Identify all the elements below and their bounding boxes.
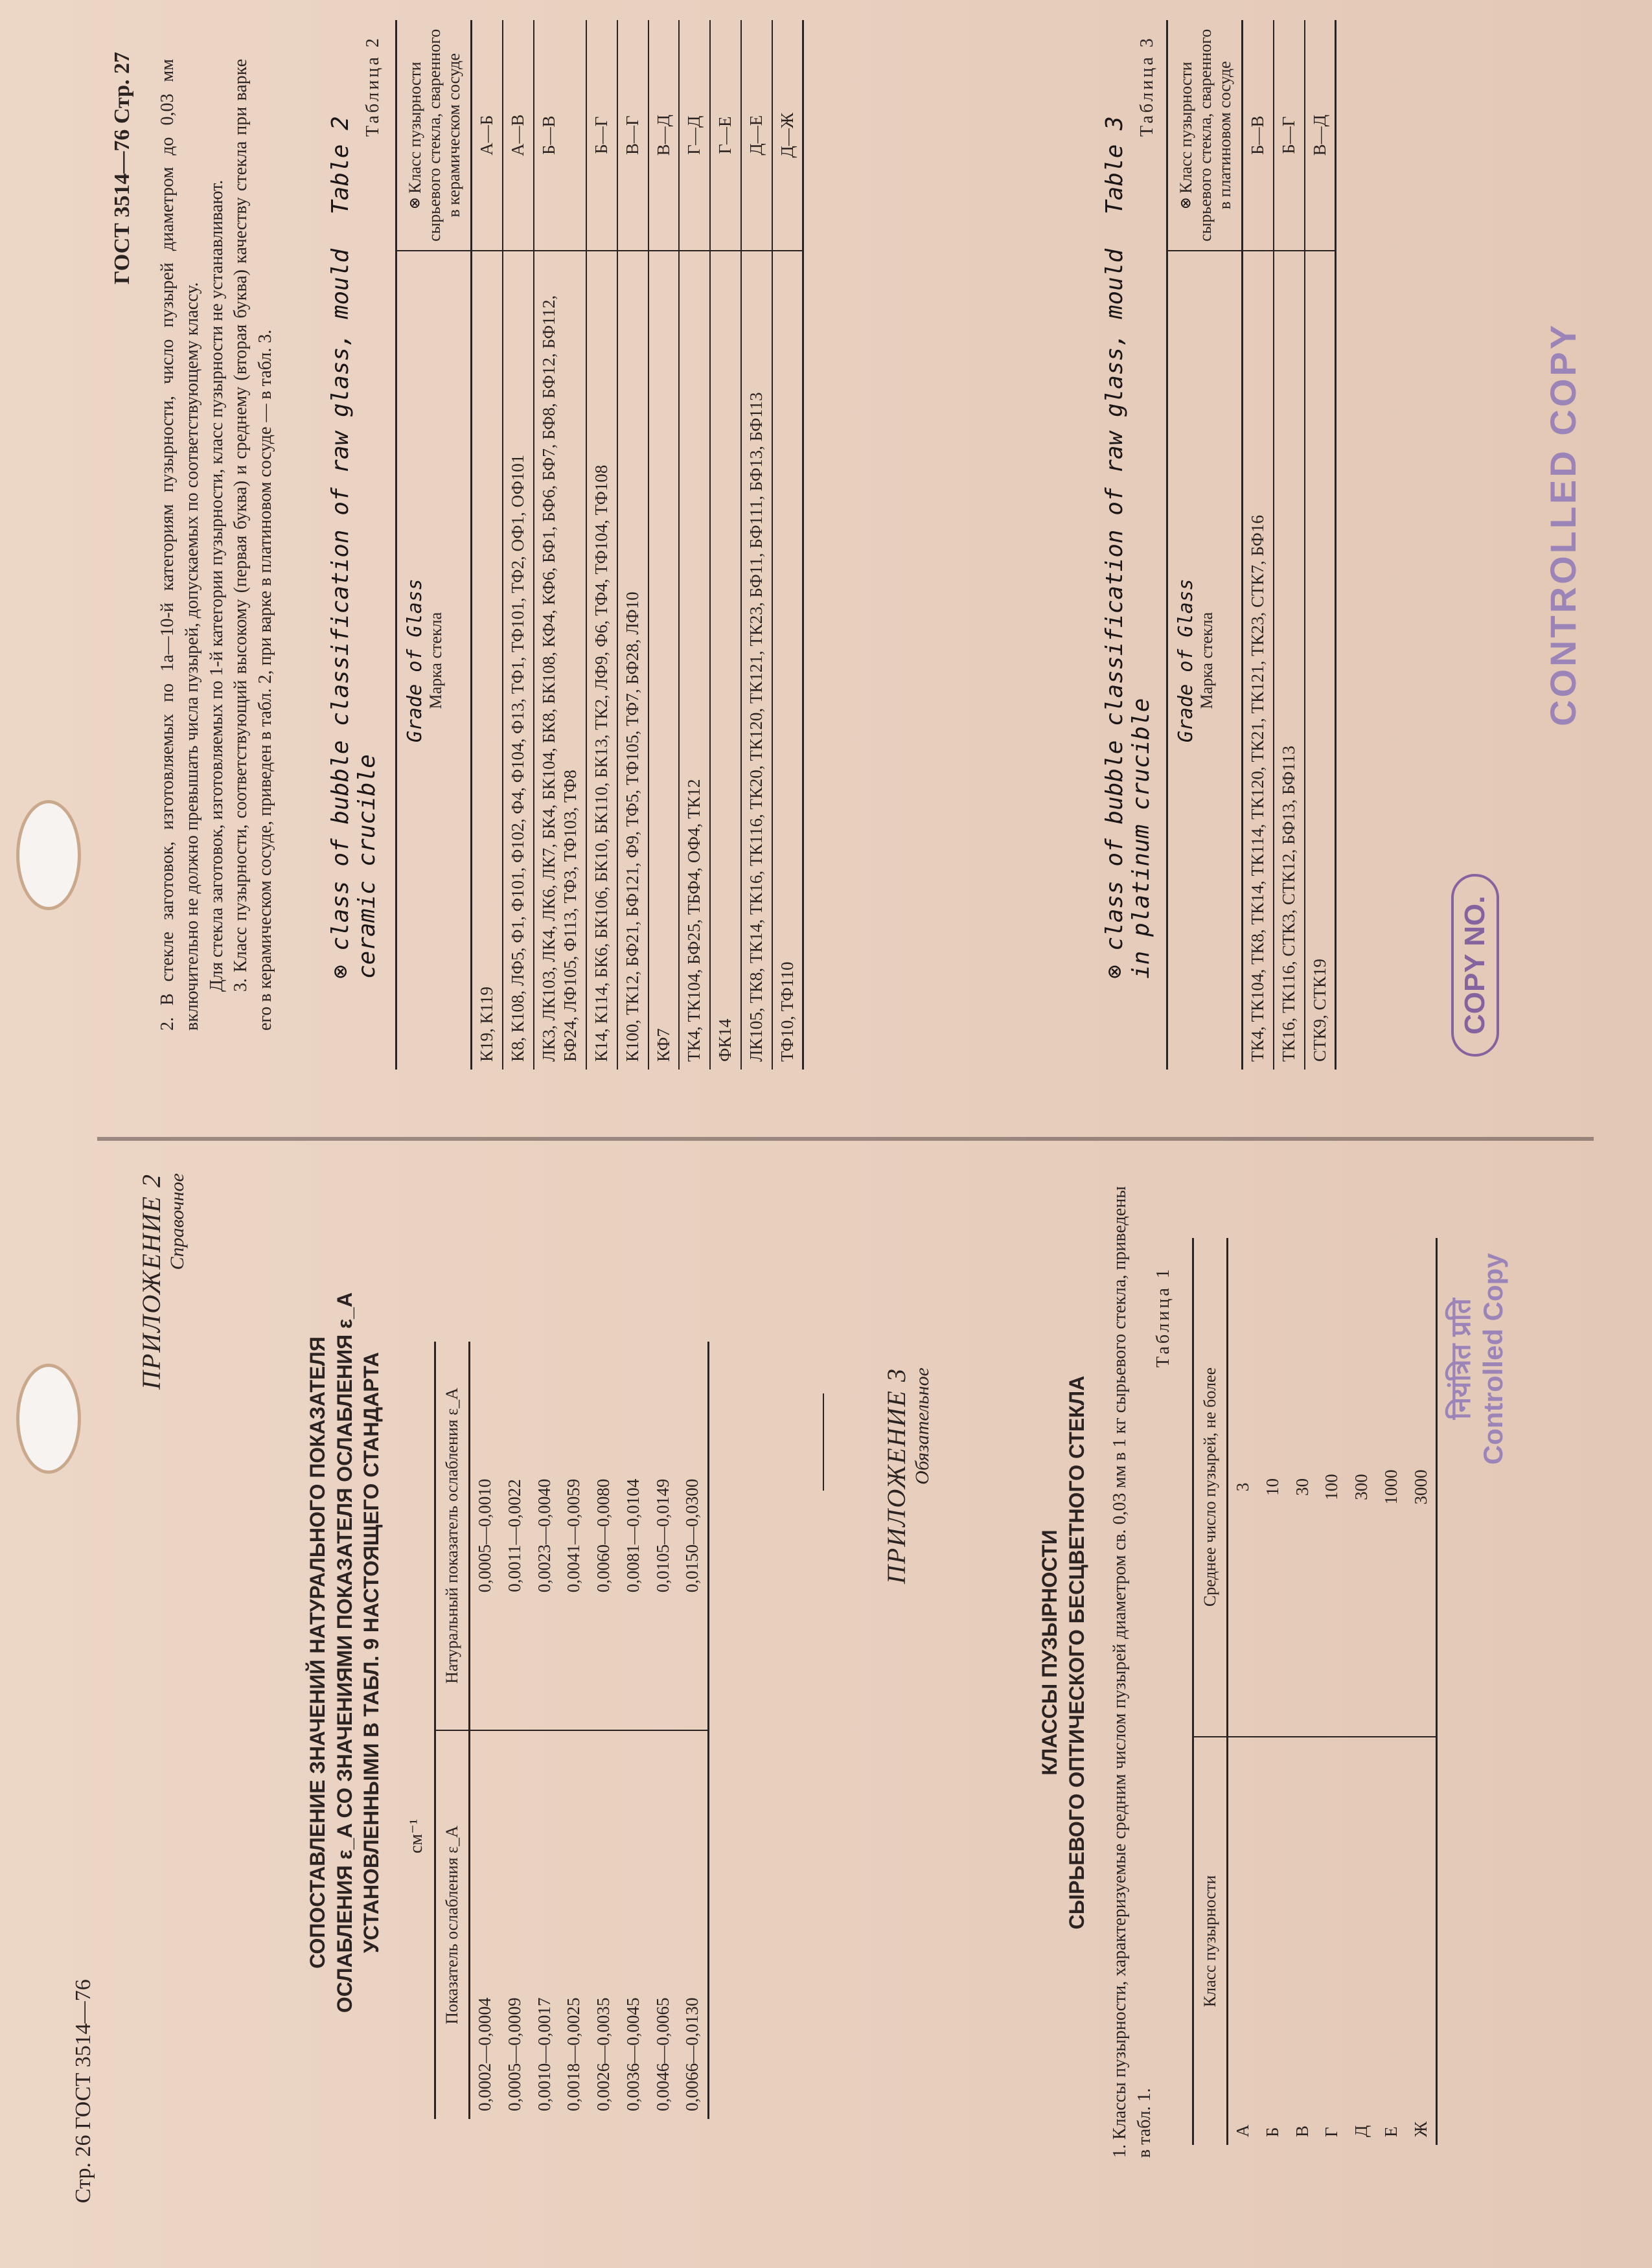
table-2-row (472, 20, 503, 1070)
table-2-cell-grade: К8, К108, ЛФ5, Ф1, Ф101, Ф102, Ф4, Ф104, Ф13, ТФ1, ТФ101, ТФ2, ОФ1, ОФ101 (503, 251, 534, 1070)
table-1-row (1228, 1238, 1258, 2145)
table-2-col-1-hand: Grade of Glass (404, 578, 426, 743)
table-1-row (1377, 1238, 1406, 2145)
table-1-row (1288, 1238, 1318, 2145)
comparison-table-cell-class: 0,0011—0,0022 (500, 1342, 530, 1730)
table-2-cell-grade: К19, К119 (472, 251, 503, 1070)
table-2-col-2-header (396, 20, 472, 251)
comparison-table-cell-class: 0,0105—0,0149 (648, 1342, 678, 1730)
table-3-col-2-header (1167, 20, 1243, 251)
table-2-cell-grade: К14, К114, БК6, БК106, БК10, БК110, БК13, ТК2, ЛФ9, Ф6, ТФ4, ТФ104, ТФ108 (586, 251, 617, 1070)
table-2-cell-grade: ЛК3, ЛК103, ЛК4, ЛК6, ЛК7, БК4, БК104, БК8, БК108, КФ4, КФ6, БФ1, БФ6, БФ7, БФ8, БФ12, БФ112, БФ24, ЛФ105, Ф113, ТФ3, ТФ103, ТФ8 (534, 251, 587, 1070)
page-27 (0, 0, 1652, 1128)
table-3-cell-class: Б—В (1243, 20, 1274, 251)
table-1-label: Таблица 1 (1153, 1266, 1173, 1368)
comparison-table-row (559, 1342, 589, 2119)
comparison-table-cell-grade: 0,0018—0,0025 (564, 1997, 584, 2111)
table-2-row (586, 20, 617, 1070)
page-26 (0, 1147, 1652, 2268)
table-3-cell-grade: ТК4, ТК104, ТК8, ТК14, ТК114, ТК120, ТК21, ТК121, ТК23, СТК7, БФ16 (1243, 251, 1274, 1070)
table-1-cell-class: 3000 (1406, 1238, 1437, 1737)
comparison-table-cell-grade: 0,0010—0,0017 (534, 1997, 554, 2111)
table-2-cell-class: В—Д (648, 20, 680, 251)
table-3-row (1305, 20, 1336, 1070)
table-2-row (534, 20, 587, 1070)
comparison-table-cell-class: 0,0023—0,0040 (530, 1342, 560, 1730)
table-2-cell-grade: ФК14 (710, 251, 741, 1070)
table-2-row (679, 20, 710, 1070)
table-1-row (1347, 1238, 1377, 2145)
stamp-line-1: नियंत्रित प्रति (1445, 1298, 1476, 1420)
page-fold (97, 1137, 1594, 1141)
table-1-cell-class: 1000 (1377, 1238, 1406, 1737)
table-2-label: Таблица 2 (363, 36, 383, 137)
table-2-row (648, 20, 680, 1070)
comparison-table-row (500, 1342, 530, 2119)
paragraph-1: 1. Классы пузырности, характеризуемые средним числом пузырей диаметром св. 0,03 мм в 1 кг сырьевого стекла, приведены в табл. 1. (1110, 1186, 1154, 2158)
table-1 (1192, 1238, 1438, 2145)
table-2-cell-class: А—В (503, 20, 534, 251)
table-2-row (503, 20, 534, 1070)
paragraphs-block (155, 59, 278, 1031)
comparison-table-row (470, 1342, 500, 2119)
handwritten-note-table-2: ⊗ class of bubble classification of raw glass, mould ceramic crucible (327, 248, 380, 979)
table-2-col-2-text: Класс пузырности сырьевого стекла, сваренного в керамическом сосуде (406, 29, 463, 242)
table-1-cell-grade: Б (1262, 2127, 1282, 2137)
table-2-cell-grade: ТК4, ТК104, БФ25, ТБФ4, ОФ4, ТК12 (679, 251, 710, 1070)
comparison-table-cell-class: 0,0060—0,0080 (589, 1342, 619, 1730)
table-1-row (1406, 1238, 1437, 2145)
table-2-col-1-text: Марка стекла (426, 612, 445, 709)
bubble-classes-heading (1037, 1231, 1090, 2074)
table-2-cell-grade: ЛК105, ТК8, ТК14, ТК16, ТК116, ТК20, ТК120, ТК121, ТК23, БФ11, БФ111, БФ13, БФ113 (741, 251, 772, 1070)
table-1-cell-class: 300 (1347, 1238, 1377, 1737)
table-3-col-1-hand: Grade of Glass (1175, 578, 1197, 743)
table-1-row (1258, 1238, 1288, 2145)
table-1-cell-class: 3 (1228, 1238, 1258, 1737)
table-2-row (710, 20, 741, 1070)
comparison-table-cell-grade: 0,0046—0,0065 (652, 1997, 672, 2111)
unit-label: см⁻¹ (406, 1818, 426, 1853)
table-2-cell-class: Д—Е (741, 20, 772, 251)
comparison-table-cell-class: 0,0041—0,0059 (559, 1342, 589, 1730)
table-2-row (741, 20, 772, 1070)
table-1-cell-grade: В (1292, 2125, 1312, 2137)
comparison-table-cell-grade: 0,0036—0,0045 (623, 1997, 643, 2111)
bubble-classes-heading-line-2: СЫРЬЕВОГО ОПТИЧЕСКОГО БЕСЦВЕТНОГО СТЕКЛА (1064, 1375, 1088, 1930)
page-header-right: ГОСТ 3514—76 Стр. 27 (110, 52, 134, 285)
comparison-heading-line-2: ОСЛАБЛЕНИЯ ε_A СО ЗНАЧЕНИЯМИ ПОКАЗАТЕЛЯ ОСЛАБЛЕНИЯ ε_A (332, 1292, 356, 2013)
appendix-2-heading (136, 1173, 189, 1390)
table-2-cell-class: Д—Ж (772, 20, 803, 251)
table-3-col-1-text: Марка стекла (1197, 612, 1216, 709)
table-2-cell-class: Г—Е (710, 20, 741, 251)
table-2-cell-class: Б—Г (586, 20, 617, 251)
controlled-copy-stamp-right: CONTROLLED COPY (1543, 322, 1583, 726)
comparison-heading-line-3: УСТАНОВЛЕННЫМИ В ТАБЛ. 9 НАСТОЯЩЕГО СТАНДАРТА (360, 1352, 384, 1953)
paragraph-2: 2. В стекле заготовок, изготовляемых по 1а—10-й категориям пузырности, число пузырей диаметром до 0,03 мм включительно не должно превышать числа пузырей, допускаемых по соответствующему классу. (157, 59, 202, 1031)
table-1-cell-class: 100 (1317, 1238, 1347, 1737)
table-2-col-1-header (396, 251, 472, 1070)
table-1-cell-class: 30 (1288, 1238, 1318, 1737)
table-3-row (1243, 20, 1274, 1070)
page-header-left: Стр. 26 ГОСТ 3514—76 (71, 1979, 95, 2203)
comparison-table-row (530, 1342, 560, 2119)
comparison-table-row (589, 1342, 619, 2119)
table-3-cell-grade: СТК9, СТК19 (1309, 958, 1329, 1062)
table-1-col-2-header: Среднее число пузырей, не более (1193, 1238, 1228, 1737)
paragraph-3: 3. Класс пузырности, соответствующий высокому (первая буква) и среднему (вторая буква) качеству стекла при варке его в керамическом сосуде, приведен в табл. 2, при варке в платиновом сосуде — в табл. 3. (231, 59, 276, 1031)
table-1-cell-grade: Г (1322, 2127, 1342, 2137)
appendix-3-heading (881, 1368, 934, 1584)
handwritten-note-table-3: ⊗ class of bubble classification of raw glass, mould in platinum crucible (1101, 248, 1154, 979)
comparison-table (434, 1342, 709, 2119)
comparison-table-row (648, 1342, 678, 2119)
comparison-table-cell-class: 0,0150—0,0300 (678, 1342, 708, 1730)
table-2-cell-grade: ТФ10, ТФ110 (777, 961, 797, 1062)
table-3-col-2-mark: ⊗ (1175, 198, 1196, 209)
comparison-col-1-header: Показатель ослабления ε_A (435, 1730, 470, 2119)
comparison-table-cell-class: 0,0005—0,0010 (470, 1342, 500, 1730)
copy-number-stamp: COPY NO. (1451, 874, 1499, 1057)
comparison-table-cell-grade: 0,0002—0,0004 (475, 1997, 494, 2111)
table-3 (1166, 20, 1337, 1070)
table-2-cell-grade: К100, ТК12, БФ21, БФ121, Ф9, ТФ5, ТФ105, ТФ7, БФ28, ЛФ10 (617, 251, 648, 1070)
comparison-table-cell-grade: 0,0005—0,0009 (504, 1997, 524, 2111)
appendix-2-title: ПРИЛОЖЕНИЕ 2 (137, 1173, 166, 1390)
table-3-cell-grade: ТК16, ТК116, СТК3, СТК12, БФ13, БФ113 (1274, 251, 1305, 1070)
comparison-table-cell-class: 0,0081—0,0104 (619, 1342, 648, 1730)
bubble-classes-heading-line-1: КЛАССЫ ПУЗЫРНОСТИ (1038, 1529, 1061, 1776)
comparison-table-cell-grade: 0,0066—0,0130 (682, 1997, 702, 2111)
table-1-cell-grade: А (1233, 2124, 1252, 2137)
handwritten-table-3: Table 3 (1101, 116, 1128, 214)
table-1-cell-grade: Д (1351, 2125, 1371, 2137)
table-2-cell-class: Г—Д (679, 20, 710, 251)
handwritten-table-2: Table 2 (327, 116, 354, 214)
stamp-line-2: Controlled Copy (1478, 1253, 1509, 1465)
table-1-col-1-header: Класс пузырности (1193, 1737, 1228, 2145)
table-1-cell-grade: Е (1381, 2126, 1401, 2137)
table-3-cell-class: Б—Г (1274, 20, 1305, 251)
table-3-label: Таблица 3 (1137, 36, 1157, 137)
table-3-col-2-text: Класс пузырности сырьевого стекла, сваренного в платиновом сосуде (1176, 29, 1234, 242)
table-2-row (772, 20, 803, 1070)
paragraph-2b: Для стекла заготовок, изготовляемых по 1-й категории пузырности, класс пузырности не устанавливают. (206, 179, 227, 992)
table-3-cell-class: В—Д (1305, 20, 1336, 251)
comparison-heading (304, 1231, 385, 2074)
table-2-cell-class: В—Г (617, 20, 648, 251)
comparison-table-row (678, 1342, 708, 2119)
appendix-3-subtitle: Обязательное (912, 1368, 933, 1485)
table-2-col-2-mark: ⊗ (404, 198, 425, 209)
table-1-cell-class: 10 (1258, 1238, 1288, 1737)
controlled-copy-stamp (1445, 1253, 1510, 1465)
separator-line (823, 1393, 824, 1491)
table-2-cell-class: А—Б (472, 20, 503, 251)
appendix-2-subtitle: Справочное (166, 1173, 188, 1270)
comparison-table-row (619, 1342, 648, 2119)
table-2 (395, 20, 804, 1070)
table-2-row (617, 20, 648, 1070)
comparison-col-2-header: Натуральный показатель ослабления ε_A (435, 1342, 470, 1730)
comparison-heading-line-1: СОПОСТАВЛЕНИЕ ЗНАЧЕНИЙ НАТУРАЛЬНОГО ПОКАЗАТЕЛЯ (306, 1336, 329, 1969)
table-2-cell-class: Б—В (534, 20, 587, 251)
table-1-cell-grade: Ж (1410, 2121, 1430, 2137)
table-3-row (1274, 20, 1305, 1070)
table-3-col-1-header (1167, 251, 1243, 1070)
comparison-table-cell-grade: 0,0026—0,0035 (593, 1997, 613, 2111)
table-2-cell-grade: КФ7 (648, 251, 680, 1070)
appendix-3-title: ПРИЛОЖЕНИЕ 3 (882, 1368, 911, 1584)
table-1-row (1317, 1238, 1347, 2145)
